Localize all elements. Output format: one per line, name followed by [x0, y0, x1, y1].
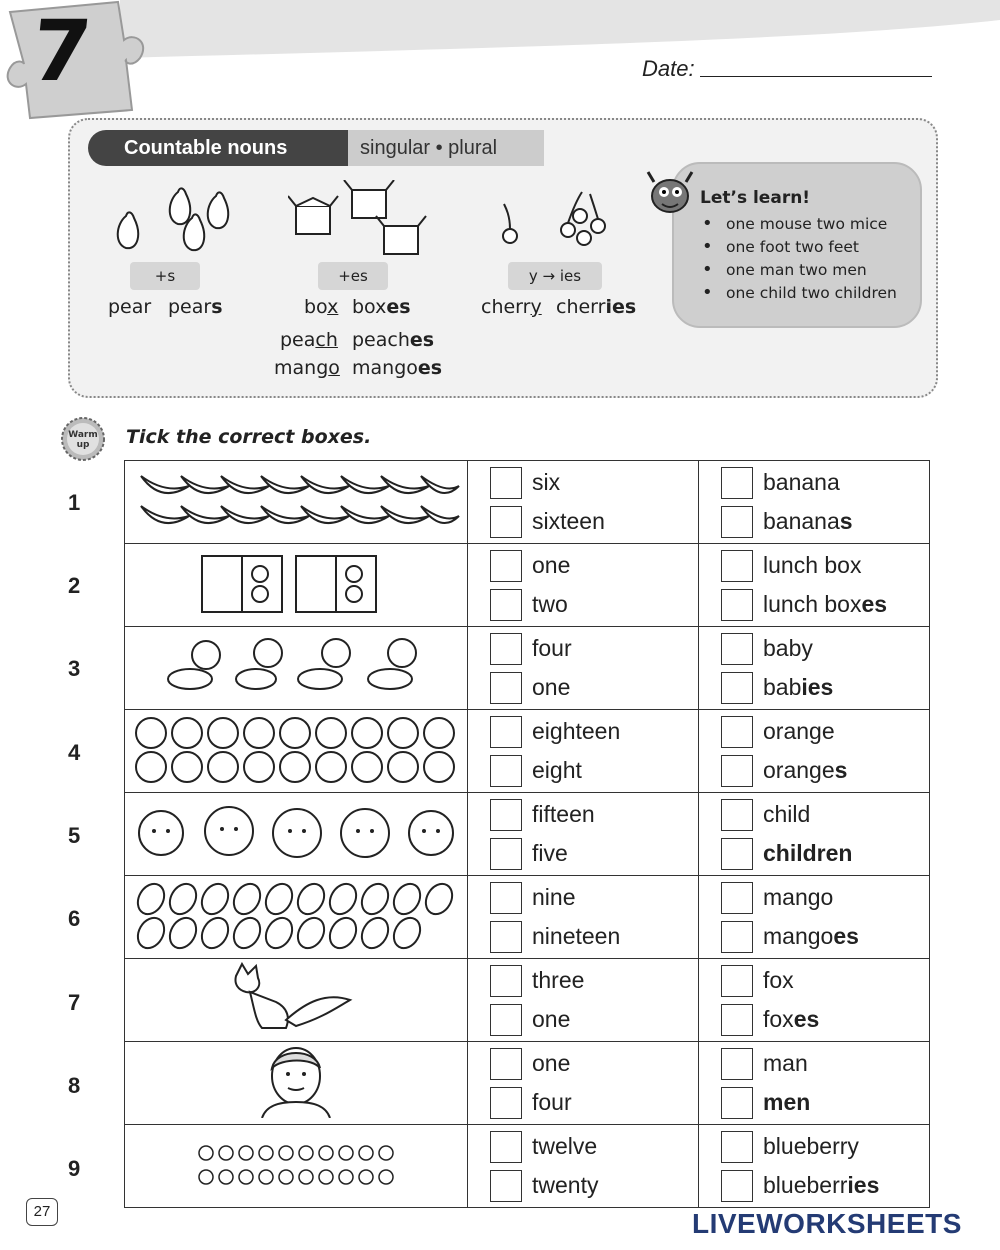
tick-box[interactable] [490, 672, 522, 704]
table-row [125, 876, 930, 959]
tick-box[interactable] [721, 633, 753, 665]
tick-box[interactable] [490, 1004, 522, 1036]
date-label: Date: [642, 56, 695, 81]
fox-picture [125, 959, 468, 1042]
mangoes-picture [125, 876, 468, 959]
header-band [0, 0, 1000, 60]
number-options [468, 876, 699, 959]
option: blueberr ies [699, 1166, 929, 1205]
row-number: 9 [68, 1156, 81, 1181]
boxes-illustration [288, 180, 428, 260]
table-row [125, 627, 930, 710]
row-number: 8 [68, 1073, 81, 1098]
option: banana [699, 463, 929, 502]
row-number: 1 [68, 490, 81, 515]
date-input-line[interactable] [700, 76, 932, 77]
row-number: 7 [68, 990, 81, 1015]
tick-box[interactable] [721, 589, 753, 621]
table-row [125, 1042, 930, 1125]
option: fifteen [468, 795, 698, 834]
tick-box[interactable] [721, 838, 753, 870]
tick-box[interactable] [490, 838, 522, 870]
option: men [699, 1083, 929, 1122]
list-item: • one man two men [702, 258, 897, 281]
tick-box[interactable] [490, 506, 522, 538]
unit-number: 7 [26, 2, 96, 100]
option: orange [699, 712, 929, 751]
tick-box[interactable] [721, 467, 753, 499]
lunch-boxes-picture [125, 544, 468, 627]
option: nineteen [468, 917, 698, 956]
singular-word: box [304, 296, 339, 318]
plural-word: mangoes [352, 357, 443, 379]
lets-learn-list [702, 212, 897, 304]
plural-word: pears [168, 296, 223, 318]
option: mango [699, 878, 929, 917]
option: lunch box [699, 546, 929, 585]
blueberries-picture [125, 1125, 468, 1208]
option: baby [699, 629, 929, 668]
option: bab ies [699, 668, 929, 707]
rule-chip: +s [130, 262, 200, 290]
tick-box[interactable] [721, 965, 753, 997]
page-number: 27 [26, 1198, 58, 1226]
tick-box[interactable] [490, 589, 522, 621]
tick-box[interactable] [721, 882, 753, 914]
tick-box[interactable] [721, 672, 753, 704]
option: twelve [468, 1127, 698, 1166]
option: one [468, 1000, 698, 1039]
option: sixteen [468, 502, 698, 541]
table-row [125, 710, 930, 793]
option: six [468, 463, 698, 502]
tick-box[interactable] [490, 633, 522, 665]
list-item: • one mouse two mice [702, 212, 897, 235]
row-number: 4 [68, 740, 81, 765]
pears-illustration [106, 178, 246, 258]
tick-box[interactable] [490, 716, 522, 748]
list-item: • one foot two feet [702, 235, 897, 258]
tick-box[interactable] [490, 799, 522, 831]
tick-box[interactable] [721, 506, 753, 538]
plural-word: cherries [556, 296, 637, 318]
singular-word: peach [280, 329, 338, 351]
row-number: 3 [68, 656, 81, 681]
oranges-picture [125, 710, 468, 793]
noun-options [699, 710, 930, 793]
option: one [468, 1044, 698, 1083]
tick-box[interactable] [490, 467, 522, 499]
tick-box[interactable] [490, 755, 522, 787]
noun-options [699, 876, 930, 959]
noun-options [699, 1042, 930, 1125]
option: one [468, 546, 698, 585]
table-row [125, 793, 930, 876]
number-options [468, 959, 699, 1042]
option: eight [468, 751, 698, 790]
option: five [468, 834, 698, 873]
tick-box[interactable] [721, 716, 753, 748]
lets-learn-title: Let’s learn! [700, 188, 811, 208]
exercise-instruction: Tick the correct boxes. [126, 426, 372, 448]
tick-box[interactable] [721, 550, 753, 582]
option: orange s [699, 751, 929, 790]
noun-options [699, 1125, 930, 1208]
list-item: • one child two children [702, 281, 897, 304]
svg-text:Warm: Warm [68, 430, 98, 440]
option: fox es [699, 1000, 929, 1039]
man-picture [125, 1042, 468, 1125]
monster-mascot-icon [644, 170, 700, 218]
plural-word: peaches [352, 329, 435, 351]
tick-box[interactable] [721, 1131, 753, 1163]
number-options [468, 1125, 699, 1208]
option: twenty [468, 1166, 698, 1205]
option: fox [699, 961, 929, 1000]
number-options [468, 710, 699, 793]
brand-logo-text: LIVEWORKSHEETS [692, 1208, 962, 1239]
row-number: 6 [68, 906, 81, 931]
grammar-tab-title: Countable nouns [88, 130, 348, 166]
tick-box[interactable] [721, 799, 753, 831]
option: four [468, 1083, 698, 1122]
tick-box[interactable] [721, 1004, 753, 1036]
tick-box[interactable] [490, 1087, 522, 1119]
option: banana s [699, 502, 929, 541]
option: lunch box es [699, 585, 929, 624]
option: three [468, 961, 698, 1000]
tick-box[interactable] [721, 755, 753, 787]
singular-word: pear [108, 296, 152, 318]
singular-word: mango [274, 357, 340, 379]
tick-box[interactable] [490, 1170, 522, 1202]
tick-box[interactable] [490, 550, 522, 582]
row-number: 5 [68, 823, 81, 848]
tick-box[interactable] [490, 1048, 522, 1080]
tick-box[interactable] [721, 921, 753, 953]
plural-word: boxes [352, 296, 411, 318]
table-row [125, 959, 930, 1042]
option: man [699, 1044, 929, 1083]
grammar-tab-subtitle: singular • plural [348, 130, 544, 166]
rule-chip: +es [318, 262, 388, 290]
number-options [468, 1042, 699, 1125]
option: two [468, 585, 698, 624]
tick-box[interactable] [490, 882, 522, 914]
singular-word: cherry [481, 296, 542, 318]
tick-box[interactable] [721, 1170, 753, 1202]
table-row [125, 1125, 930, 1208]
warm-up-badge-icon [60, 416, 106, 462]
noun-options [699, 461, 930, 544]
noun-options [699, 793, 930, 876]
noun-options [699, 959, 930, 1042]
number-options [468, 627, 699, 710]
babies-picture [125, 627, 468, 710]
option: child [699, 795, 929, 834]
tick-box[interactable] [490, 921, 522, 953]
cherries-illustration [494, 186, 624, 256]
row-number: 2 [68, 573, 81, 598]
table-row [125, 544, 930, 627]
number-options [468, 544, 699, 627]
noun-options [699, 627, 930, 710]
exercise-table [124, 460, 930, 1208]
option: children [699, 834, 929, 873]
tick-box[interactable] [721, 1087, 753, 1119]
option: eighteen [468, 712, 698, 751]
children-picture [125, 793, 468, 876]
noun-options [699, 544, 930, 627]
tick-box[interactable] [721, 1048, 753, 1080]
option: one [468, 668, 698, 707]
option: nine [468, 878, 698, 917]
option: blueberry [699, 1127, 929, 1166]
rule-chip: y → ies [508, 262, 602, 290]
number-options [468, 793, 699, 876]
option: mango es [699, 917, 929, 956]
tick-box[interactable] [490, 965, 522, 997]
number-options [468, 461, 699, 544]
table-row [125, 461, 930, 544]
tick-box[interactable] [490, 1131, 522, 1163]
svg-text:up: up [76, 440, 90, 450]
bananas-picture [125, 461, 468, 544]
option: four [468, 629, 698, 668]
